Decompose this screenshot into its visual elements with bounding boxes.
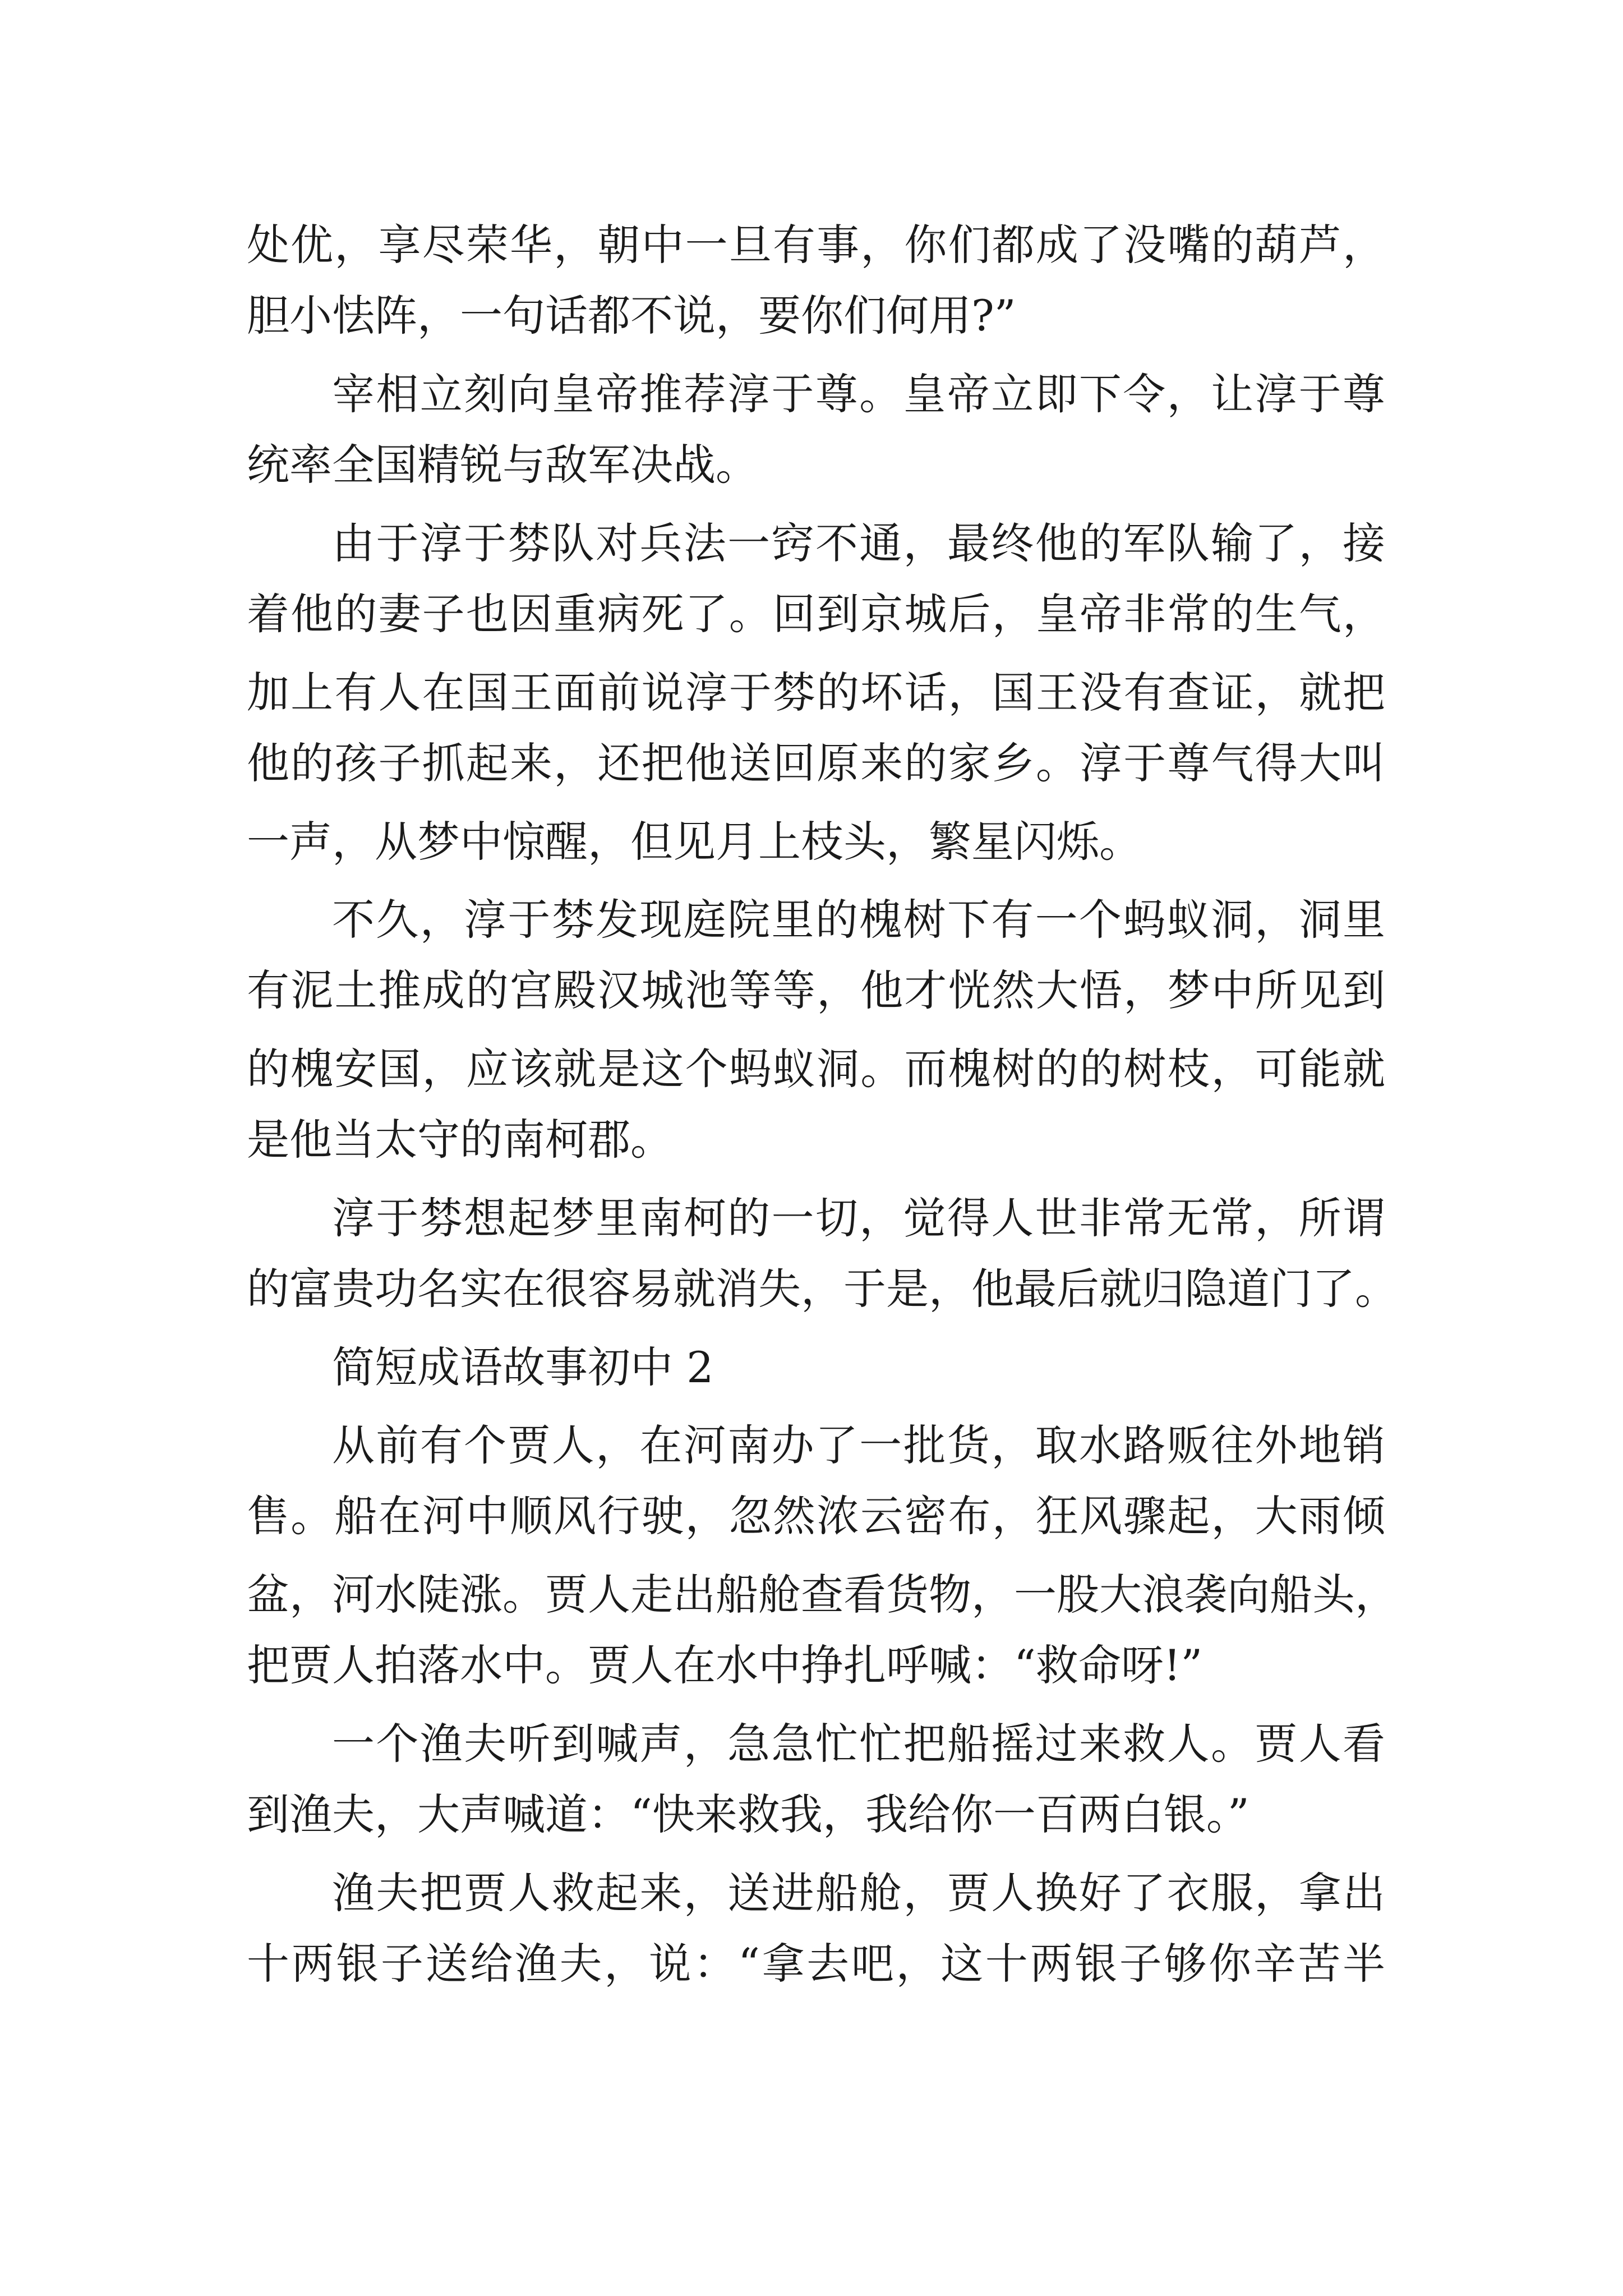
text-line: 着他的妻子也因重病死了。回到京城后，皇帝非常的生气，: [247, 589, 1385, 639]
text-line: 十两银子送给渔夫，说：“拿去吧，这十两银子够你辛苦半: [247, 1939, 1385, 1989]
text-line: 盆，河水陡涨。贾人走出船舱查看货物，一股大浪袭向船头，: [247, 1570, 1398, 1619]
text-line: 一声，从梦中惊醒，但见月上枝头，繁星闪烁。: [247, 817, 1142, 867]
text-line: 的槐安国，应该就是这个蚂蚁洞。而槐树的的树枝，可能就: [247, 1044, 1385, 1094]
text-line: 胆小怯阵，一句话都不说，要你们何用?”: [247, 291, 1016, 341]
text-line: 一个渔夫听到喊声，急急忙忙把船摇过来救人。贾人看: [332, 1719, 1385, 1769]
text-line: 统率全国精锐与敌军决战。: [247, 440, 758, 490]
text-line: 是他当太守的南柯郡。: [247, 1115, 673, 1165]
text-line: 的富贵功名实在很容易就消失，于是，他最后就归隐道门了。: [247, 1264, 1398, 1314]
text-line: 不久，淳于棼发现庭院里的槐树下有一个蚂蚁洞，洞里: [332, 895, 1385, 945]
text-line: 有泥土推成的宫殿汉城池等等，他才恍然大悟，梦中所见到: [247, 965, 1385, 1015]
text-line: 由于淳于棼队对兵法一窍不通，最终他的军队输了，接: [332, 518, 1385, 568]
text-line: 淳于棼想起梦里南柯的一切，觉得人世非常无常，所谓: [332, 1193, 1385, 1243]
text-line: 宰相立刻向皇帝推荐淳于尊。皇帝立即下令，让淳于尊: [332, 369, 1385, 419]
section-heading: 简短成语故事初中 2: [332, 1342, 714, 1392]
text-line: 渔夫把贾人救起来，送进船舱，贾人换好了衣服，拿出: [332, 1868, 1385, 1918]
text-line: 他的孩子抓起来，还把他送回原来的家乡。淳于尊气得大叫: [247, 738, 1385, 788]
text-line: 加上有人在国王面前说淳于棼的坏话，国王没有查证，就把: [247, 668, 1385, 717]
text-line: 处优，享尽荣华，朝中一旦有事，你们都成了没嘴的葫芦，: [247, 220, 1385, 270]
text-line: 售。船在河中顺风行驶，忽然浓云密布，狂风骤起，大雨倾: [247, 1491, 1385, 1541]
text-line: 从前有个贾人，在河南办了一批货，取水路贩往外地销: [332, 1420, 1385, 1470]
text-line: 把贾人拍落水中。贾人在水中挣扎呼喊：“救命呀!”: [247, 1640, 1203, 1690]
text-line: 到渔夫，大声喊道：“快来救我，我给你一百两白银。”: [247, 1789, 1249, 1839]
